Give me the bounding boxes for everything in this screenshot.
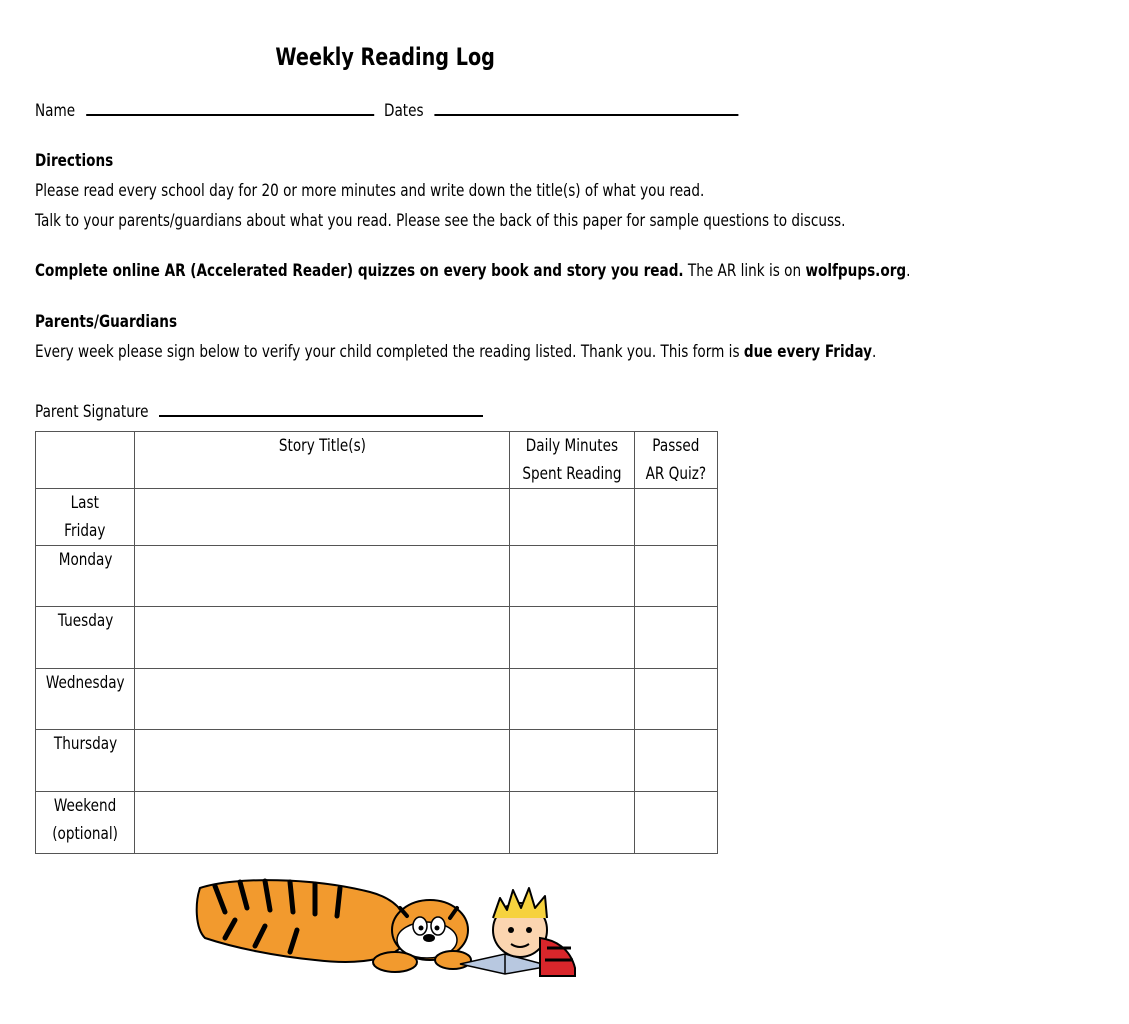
parents-instruction: Every week please sign below to verify your child completed the reading listed. Thank you. This form is due every Friday. bbox=[35, 342, 877, 362]
parent-signature-row bbox=[35, 402, 595, 422]
story-title-cell[interactable] bbox=[135, 489, 510, 546]
table-row bbox=[36, 546, 718, 607]
day-label-wednesday: Wednesday bbox=[36, 669, 135, 730]
header-daily-minutes: Daily Minutes Spent Reading bbox=[509, 432, 634, 489]
name-field-line[interactable] bbox=[86, 112, 374, 116]
minutes-cell[interactable] bbox=[509, 607, 634, 669]
reading-log-table bbox=[35, 431, 718, 854]
day-label-tuesday: Tuesday bbox=[36, 607, 135, 669]
due-date-bold: due every Friday bbox=[743, 342, 873, 362]
quiz-cell[interactable] bbox=[634, 792, 717, 854]
quiz-cell[interactable] bbox=[634, 730, 717, 792]
dates-row bbox=[384, 101, 827, 121]
minutes-cell[interactable] bbox=[509, 792, 634, 854]
quiz-cell[interactable] bbox=[634, 489, 717, 546]
table-header-row bbox=[36, 432, 718, 489]
story-title-cell[interactable] bbox=[135, 607, 510, 669]
ar-instruction: Complete online AR (Accelerated Reader) quizzes on every book and story you read. The AR link is on wolfpups.org. bbox=[35, 261, 911, 281]
minutes-cell[interactable] bbox=[509, 546, 634, 607]
story-title-cell[interactable] bbox=[135, 730, 510, 792]
dates-field-line[interactable] bbox=[434, 112, 738, 116]
day-label-monday: Monday bbox=[36, 546, 135, 607]
tiger-and-boy-reading-illustration bbox=[195, 868, 577, 980]
name-label: Name bbox=[35, 101, 76, 121]
dates-label: Dates bbox=[384, 101, 424, 121]
directions-heading: Directions bbox=[35, 151, 114, 171]
table-row bbox=[36, 669, 718, 730]
page-title: Weekly Reading Log bbox=[275, 43, 495, 71]
day-label-last-friday: Last Friday bbox=[36, 489, 135, 546]
table-row bbox=[36, 489, 718, 546]
quiz-cell[interactable] bbox=[634, 607, 717, 669]
table-row bbox=[36, 607, 718, 669]
header-day-cell bbox=[36, 432, 135, 489]
minutes-cell[interactable] bbox=[509, 489, 634, 546]
ar-link-text: The AR link is on bbox=[683, 261, 806, 281]
parents-heading: Parents/Guardians bbox=[35, 312, 178, 332]
story-title-cell[interactable] bbox=[135, 546, 510, 607]
table-row bbox=[36, 730, 718, 792]
minutes-cell[interactable] bbox=[509, 669, 634, 730]
parent-signature-label: Parent Signature bbox=[35, 402, 149, 422]
minutes-cell[interactable] bbox=[509, 730, 634, 792]
table-row bbox=[36, 792, 718, 854]
header-passed-ar-quiz: Passed AR Quiz? bbox=[634, 432, 717, 489]
day-label-weekend: Weekend (optional) bbox=[36, 792, 135, 854]
directions-line-1: Please read every school day for 20 or more minutes and write down the title(s) of what you read. bbox=[35, 181, 705, 201]
story-title-cell[interactable] bbox=[135, 669, 510, 730]
quiz-cell[interactable] bbox=[634, 546, 717, 607]
ar-instruction-bold: Complete online AR (Accelerated Reader) quizzes on every book and story you read. bbox=[35, 261, 684, 281]
quiz-cell[interactable] bbox=[634, 669, 717, 730]
day-label-thursday: Thursday bbox=[36, 730, 135, 792]
parent-signature-line[interactable] bbox=[159, 413, 483, 417]
story-title-cell[interactable] bbox=[135, 792, 510, 854]
directions-line-2: Talk to your parents/guardians about what you read. Please see the back of this paper for sample questions to discuss. bbox=[35, 211, 846, 231]
header-story-title: Story Title(s) bbox=[135, 432, 510, 489]
ar-link-site[interactable]: wolfpups.org bbox=[805, 261, 907, 281]
